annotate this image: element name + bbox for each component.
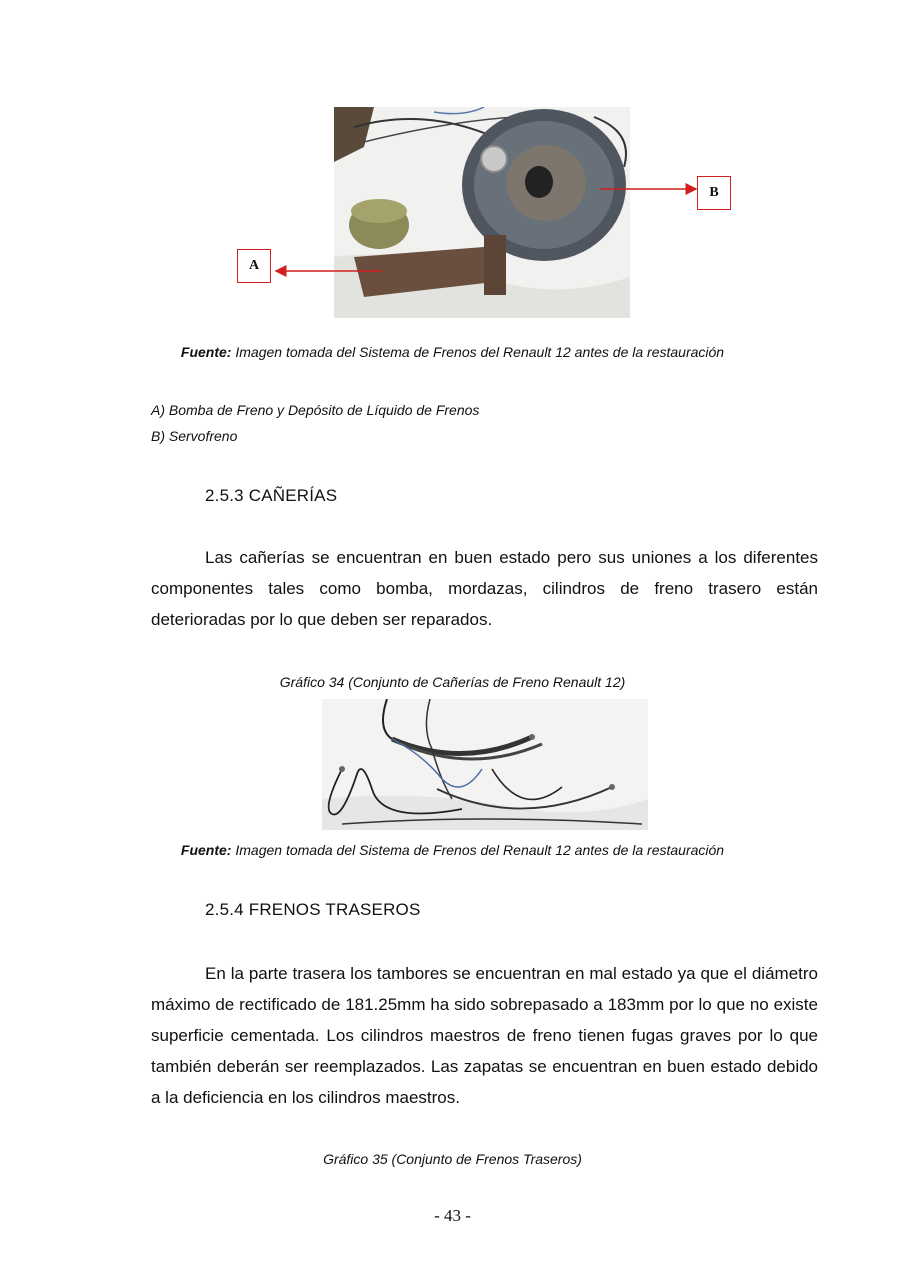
figure-35-title: Gráfico 35 (Conjunto de Frenos Traseros) <box>323 1151 582 1167</box>
source-text: Imagen tomada del Sistema de Frenos del Renault 12 antes de la restauración <box>231 344 725 360</box>
page-number: - 43 - <box>434 1206 471 1225</box>
brake-lines-photo <box>322 699 648 830</box>
source-label: Fuente: <box>180 344 232 360</box>
section-254-paragraph: En la parte trasera los tambores se encuentran en mal estado ya que el diámetro máximo de rectificado de 181.25mm ha sido sobrepasado a 183mm por lo que no existe superficie cementada. Los cilindros maestros de freno tienen fugas graves por lo que también deberán ser reemplazados. Las zapatas se encuentran en buen estado debido a la deficiencia en los cilindros maestros. <box>151 964 818 1107</box>
callout-b-label: B <box>709 185 719 200</box>
callout-b-box <box>697 176 731 210</box>
legend-item-b: B) Servofreno <box>151 428 238 444</box>
figure-34-title: Gráfico 34 (Conjunto de Cañerías de Freno Renault 12) <box>279 674 626 690</box>
callout-arrows <box>260 175 710 285</box>
callout-a-label: A <box>248 258 260 273</box>
brake-lines-illustration <box>322 699 648 830</box>
section-253-paragraph: Las cañerías se encuentran en buen estado pero sus uniones a los diferentes componentes tales como bomba, mordazas, cilindros de freno trasero están deterioradas por lo que deben ser reparados. <box>151 548 818 629</box>
figure-34-source <box>0 842 905 858</box>
callout-a-box <box>237 249 271 283</box>
legend-item-a: A) Bomba de Freno y Depósito de Líquido de Frenos <box>151 402 480 418</box>
section-heading-253: 2.5.3 CAÑERÍAS <box>205 486 338 505</box>
section-heading-254: 2.5.4 FRENOS TRASEROS <box>205 900 421 919</box>
source-text: Imagen tomada del Sistema de Frenos del Renault 12 antes de la restauración <box>231 842 725 858</box>
source-label: Fuente: <box>180 842 232 858</box>
figure-33-source <box>0 344 905 360</box>
